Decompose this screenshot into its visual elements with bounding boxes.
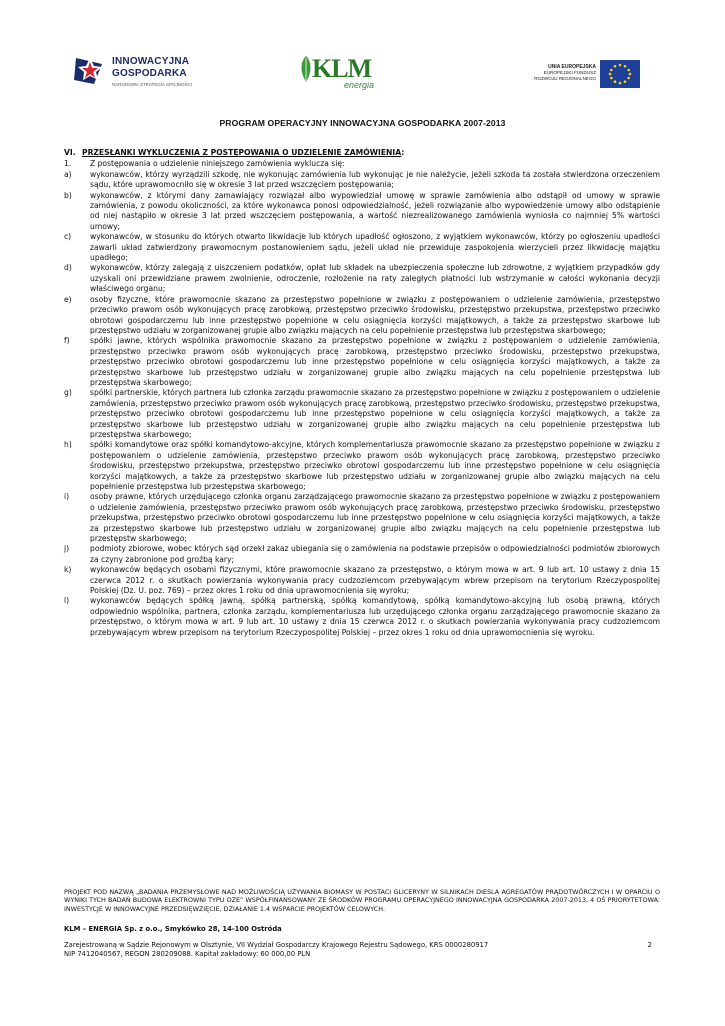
- logo-line-2: GOSPODARKA: [112, 68, 187, 79]
- section-colon: :: [401, 148, 405, 157]
- page-number: 2: [647, 941, 652, 950]
- list-item-label: c): [64, 232, 72, 242]
- innowacyjna-gospodarka-logo: [72, 52, 192, 94]
- eu-line-3: ROZWOJU REGIONALNEGO: [534, 76, 596, 81]
- list-item: [64, 596, 660, 638]
- klm-energia-logo: [298, 52, 388, 96]
- list-item-text: wykonawców, którzy zalegają z uiszczeniem podatków, opłat lub składek na ubezpieczenia społeczne lub zdrowotne, z wyjątkiem przypadków gdy uzyskali oni przewidziane prawem zwolnienie, odroczenie, rozłożenie na raty zaległych płatności lub wstrzymanie w całości wykonania decyzji właściwego organu;: [90, 263, 660, 294]
- list-item: [64, 388, 660, 440]
- list-item: [64, 440, 660, 492]
- eu-text: [530, 64, 596, 82]
- list-item: [64, 336, 660, 388]
- company-name: KLM – ENERGIA Sp. z o.o., Smykówko 28, 14-100 Ostróda: [64, 925, 282, 934]
- list-item: [64, 263, 660, 294]
- list-item-label: b): [64, 190, 72, 200]
- list-item-text: osoby fizyczne, które prawomocnie skazano za przestępstwo popełnione w związku z postępowaniem o udzielenie zamówienia, przestępstwo przeciwko prawom osób wykonujących pracę zarobkową, przestępstwo przeciwko środowisku, przestępstwo przekupstwa, przestępstwo przeciwko obrotowi gospodarczemu lub inne przestępstwo popełnione w celu osiągnięcia korzyści majątkowych, a także za przestępstwo skarbowe lub przestępstwo udziału w zorganizowanej grupie albo związku mających na celu popełnienie przestępstwa lub przestępstwa skarbowego;: [90, 294, 660, 335]
- list-item: [64, 492, 660, 544]
- list-item-text: wykonawców, w stosunku do których otwarto likwidacje lub których upadłość ogłoszono, z wyjątkiem wykonawców, którzy po ogłoszeniu upadłości zawarli układ zatwierdzony prawomocnym postanowieniem sądu, jeżeli układ nie przewiduje zaspokojenia wierzycieli przez likwidację majątku upadłego;: [90, 232, 660, 263]
- section-number: VI.: [64, 148, 76, 157]
- list-item-text: spółki partnerskie, których partnera lub członka zarządu prawomocnie skazano za przestępstwo popełnione w związku z postępowaniem o udzielenie zamówienia, przestępstwo przeciwko prawom osób wykonujących pracę zarobkową, przestępstwo przeciwko środowisku, przestępstwo przekupstwa, przestępstwo przeciwko obrotowi gospodarczemu lub inne przestępstwo popełnione w celu osiągnięcia korzyści majątkowych, a także za przestępstwo skarbowe lub przestępstwo udziału w zorganizowanej grupie albo związku mających na celu popełnienie przestępstwa lub przestępstwa skarbowego;: [90, 388, 660, 439]
- list-item-label: 1.: [64, 159, 72, 169]
- list-item: [64, 159, 660, 169]
- registration-line-1: Zarejestrowaną w Sądzie Rejonowym w Olsztynie, VII Wydział Gospodarczy Krajowego Rejestru Sądowego, KRS 0000280917: [64, 941, 489, 950]
- list-item-text: wykonawców będących spółką jawną, spółką partnerską, spółką komandytową, spółką komandytowo-akcyjną lub osobą prawną, których odpowiednio wspólnika, partnera, członka zarządu, komplementariusza lub urzędującego członka organu zarządzającego prawomocnie skazano za przestępstwo, o którym mowa w art. 9 lub art. 10 ustawy z dnia 15 czerwca 2012 r. o skutkach powierzania wykonywania pracy cudzoziemcom przebywającym wbrew przepisom na terytorium Rzeczypospolitej Polskiej – przez okres 1 roku od dnia uprawomocnienia się wyroku.: [90, 596, 660, 637]
- list-item-text: spółki komandytowe oraz spółki komandytowo-akcyjne, których komplementariusza prawomocnie skazano za przestępstwo popełnione w związku z postępowaniem o udzielenie zamówienia, przestępstwo przeciwko prawom osób wykonujących pracę zarobkową, przestępstwo przeciwko środowisku, przestępstwo przekupstwa, przestępstwo przeciwko obrotowi gospodarczemu lub inne przestępstwo popełnione w celu osiągnięcia korzyści majątkowych, a także za przestępstwo skarbowe lub przestępstwo udziału w zorganizowanej grupie albo związku mających na celu popełnienie przestępstwa lub przestępstwa skarbowego;: [90, 440, 660, 491]
- list-item: [64, 232, 660, 263]
- eu-line-2: EUROPEJSKI FUNDUSZ: [543, 70, 596, 75]
- list-item-label: h): [64, 440, 72, 450]
- list-item: [64, 191, 660, 233]
- list-item-label: f): [64, 336, 70, 346]
- section-heading: [64, 148, 660, 158]
- registration-line-2: NIP 7412040567, REGON 280209088. Kapitał zakładowy: 60 000,00 PLN: [64, 950, 311, 959]
- list-item-label: j): [64, 544, 70, 554]
- list-item-text: spółki jawne, których wspólnika prawomocnie skazano za przestępstwo popełnione w związku z postępowaniem o udzielenie zamówienia, przestępstwo przeciwko prawom osób wykonujących pracę zarobkową, przestępstwo przeciwko środowisku, przestępstwo przekupstwa, przestępstwo przeciwko obrotowi gospodarczemu lub inne przestępstwo popełnione w celu osiągnięcia korzyści majątkowych, a także za przestępstwo skarbowe lub przestępstwo udziału w zorganizowanej grupie albo związku mających na celu popełnienie przestępstwa lub przestępstwa skarbowego;: [90, 336, 660, 387]
- list-item-text: wykonawców, z którymi dany zamawiający rozwiązał albo wypowiedział umowę w sprawie zamówienia albo odstąpił od umowy w sprawie zamówienia, z powodu okoliczności, za które wykonawca ponosi odpowiedzialność, jeżeli rozwiązanie albo wypowiedzenie umowy albo odstąpienie od niej nastąpiło w okresie 3 lat przed wszczęciem postępowania, a wartość niezrealizowanego zamówienia wyniosła co najmniej 5% wartości umowy;: [90, 190, 660, 231]
- list-item: [64, 565, 660, 596]
- list-item-text: wykonawców, którzy wyrządzili szkodę, nie wykonując zamówienia lub wykonując je nie należycie, jeżeli szkoda ta została stwierdzona orzeczeniem sądu, które uprawomocniło się w okresie 3 lat przed wszczęciem postępowania;: [90, 169, 660, 190]
- list-item-label: d): [64, 263, 72, 273]
- list-item-label: i): [64, 492, 70, 502]
- document-body: [64, 148, 660, 638]
- list-item: [64, 544, 660, 565]
- list-item: [64, 170, 660, 191]
- logo-line-1: INNOWACYJNA: [112, 56, 190, 67]
- list-item-label: l): [64, 596, 70, 606]
- list-item-text: osoby prawne, których urzędującego członka organu zarządzającego prawomocnie skazano za przestępstwo popełnione w związku z postępowaniem o udzielenie zamówienia, przestępstwo przeciwko prawom osób wykonujących pracę zarobkową, przestępstwo przeciwko środowisku, przestępstwo przekupstwa, przestępstwo przeciwko obrotowi gospodarczemu lub inne przestępstwo popełnione w celu osiągnięcia korzyści majątkowych, a także za przestępstwo skarbowe lub przestępstwo udziału w zorganizowanej grupie albo związku mających na celu popełnienie przestępstwa lub przestępstw skarbowego;: [90, 492, 660, 544]
- document-title: PROGRAM OPERACYJNY INNOWACYJNA GOSPODARKA 2007-2013: [219, 118, 506, 128]
- list-item-text: wykonawców będących osobami fizycznymi, które prawomocnie skazano za przestępstwo, o którym mowa w art. 9 lub art. 10 ustawy z dnia 15 czerwca 2012 r. o skutkach powierzania wykonywania pracy cudzoziemcom przebywającym wbrew przepisom na terytorium Rzeczypospolitej Polskiej (Dz. U. poz. 769) – przez okres 1 roku od dnia uprawomocnienia się wyroku;: [90, 565, 660, 596]
- list-item: [64, 295, 660, 337]
- eu-logo: [530, 58, 640, 94]
- project-description: PROJEKT POD NAZWĄ „BADANIA PRZEMYSŁOWE NAD MOŻLIWOŚCIĄ UŻYWANIA BIOMASY W POSTACI GLICERYNY W SILNIKACH DIESLA AGREGATÓW PRĄDOTWÓRCZYCH I W OPARCIU O WYNIKI TYCH BADAŃ BUDOWA ELEKTROWNI TYPU OZE” WSPÓŁFINANSOWANY ZE ŚRODKÓW PROGRAMU OPERACYJNEGO INNOWACYJNA GOSPODARKA 2007-2013, 4 OŚ PRIORYTETOWA: INWESTYCJE W INNOWACYJNE PRZEDSIĘWZIĘCIE, DZIAŁANIE 1.4 WSPARCIE PROJEKTÓW CELOWYCH.: [64, 888, 660, 913]
- logo-line-3: NARODOWA STRATEGIA SPÓJNOŚCI: [112, 82, 193, 87]
- list-item-text: podmioty zbiorowe, wobec których sąd orzekł zakaz ubiegania się o zamówienia na podstawie przepisów o odpowiedzialności podmiotów zbiorowych za czyny zabronione pod groźbą kary;: [90, 544, 660, 564]
- list-item-label: a): [64, 169, 72, 179]
- ig-star-icon: [72, 54, 108, 88]
- eu-flag-icon: [600, 60, 640, 88]
- eu-line-1: UNIA EUROPEJSKA: [548, 64, 596, 70]
- registration-info: [64, 941, 660, 959]
- page-header: [0, 0, 725, 110]
- klm-wordmark: KLM: [312, 54, 372, 83]
- energia-wordmark: energia: [344, 80, 375, 90]
- list-item-label: g): [64, 388, 72, 398]
- exclusion-list: [64, 159, 660, 638]
- list-item-label: e): [64, 294, 72, 304]
- list-item-label: k): [64, 565, 72, 575]
- section-title: PRZESŁANKI WYKLUCZENIA Z POSTĘPOWANIA O UDZIELENIE ZAMÓWIENIA: [82, 148, 402, 157]
- page-footer: [64, 888, 660, 959]
- list-item-text: Z postępowania o udzielenie niniejszego zamówienia wyklucza się:: [90, 159, 345, 169]
